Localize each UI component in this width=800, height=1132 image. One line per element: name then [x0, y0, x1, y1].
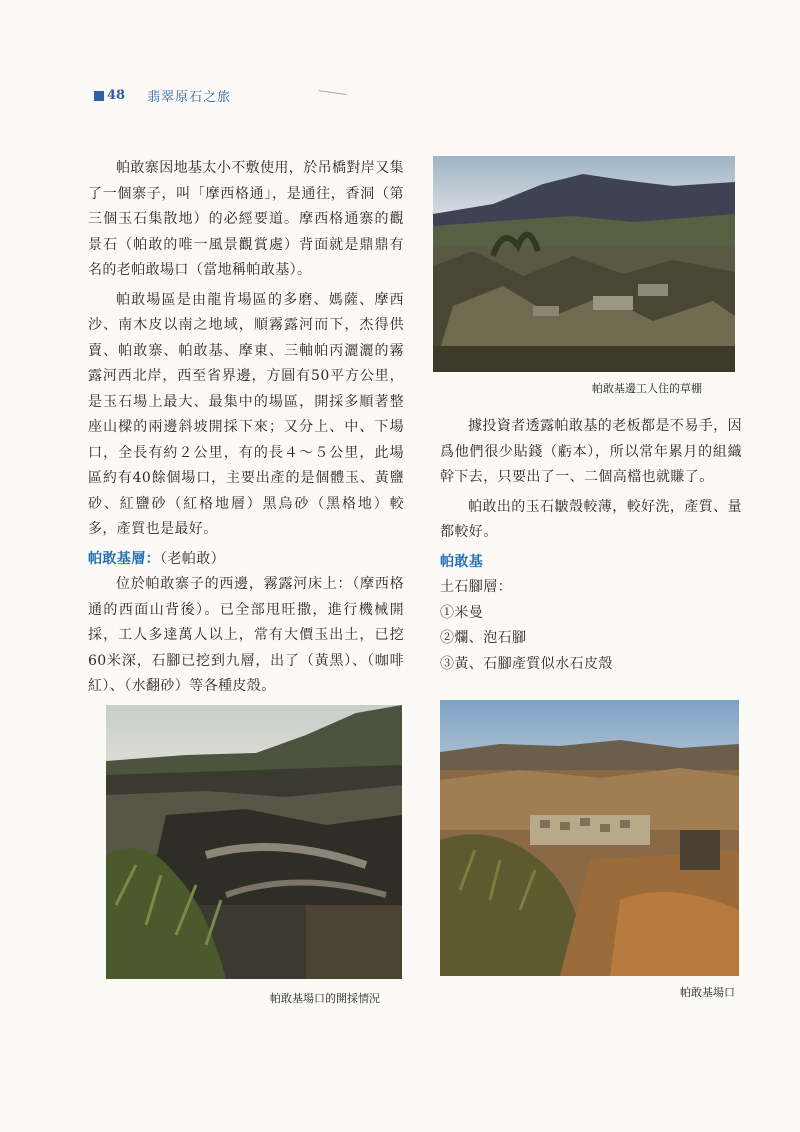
photo-caption: 帕敢基場口: [680, 986, 735, 999]
mining-valley-image: [106, 705, 402, 979]
photo-mining-operation: [106, 705, 402, 979]
paragraph: 帕敢寨因地基太小不敷使用，於吊橋對岸又集了一個寨子，叫「摩西格通」，是通往，香洞（第三個玉石集散地）的必經要道。摩西格通寨的觀景石（帕敢的唯一風景觀賞處）背面就是鼎鼎有名的老帕敢場口（當地稱帕敢基）。: [88, 160, 404, 278]
list-item: ③黃、石腳產質似水石皮殼: [440, 655, 613, 672]
pen-mark: [318, 90, 347, 101]
mining-settlement-image: [440, 700, 739, 976]
page-number: 48: [107, 88, 126, 103]
subheading-text: 帕敢基層：: [88, 550, 160, 567]
list-item: ②爛、泡石腳: [440, 630, 527, 646]
paragraph: 位於帕敢寨子的西邊，霧露河床上：（摩西格通的西面山背後）。已全部甩旺撒，進行機械開採，工人多達萬人以上，常有大價玉出土，已挖60米深，石腳已挖到九層，出了（黃黑）、（咖啡紅）、（水翻砂）等各種皮殼。: [88, 576, 404, 694]
photo-caption: 帕敢基場口的開採情況: [270, 992, 380, 1005]
photo-workers-huts: [433, 156, 735, 372]
subheading-note: （老帕敢）: [160, 550, 225, 567]
section-subheading: [88, 547, 404, 573]
list-item: ①米曼: [440, 604, 484, 621]
book-title: 翡翠原石之旅: [147, 90, 232, 105]
section-subheading: 帕敢基: [440, 553, 484, 570]
page-header: [94, 86, 231, 105]
list-title: 土石腳層：: [440, 579, 512, 595]
paragraph: 據投資者透露帕敢基的老板都是不易手，因爲他們很少貼錢（虧本），所以常年累月的組織幹下去，只要出了一、二個高檔也就賺了。: [440, 418, 742, 485]
hillside-camp-image: [433, 156, 735, 372]
right-text-column: [440, 414, 742, 677]
page-marker-square: [94, 91, 104, 101]
photo-mining-site: [440, 700, 739, 976]
left-text-column: [88, 156, 404, 704]
paragraph: 帕敢出的玉石皺殼較薄，較好洗，產質、量都較好。: [440, 498, 742, 540]
paragraph: 帕敢場區是由龍肯場區的多磨、媽薩、摩西沙、南木皮以南之地域，順霧露河而下，杰得供賣、帕敢寨、帕敢基、摩東、三軸帕丙灑灑的霧露河西北岸，西至省界邊，方圓有50平方公里，是玉石場上最大、最集中的場區，開採多順著整座山樑的兩邊斜坡開採下來；又分上、中、下場口，全長有約２公里，有的長４～５公里，此場區約有40餘個場口，主要出產的是個體玉、黃鹽砂、紅鹽砂（紅格地層）黑烏砂（黑格地）較多，產質也是最好。: [88, 291, 404, 537]
photo-caption: 帕敢基邊工人住的草棚: [592, 382, 702, 395]
